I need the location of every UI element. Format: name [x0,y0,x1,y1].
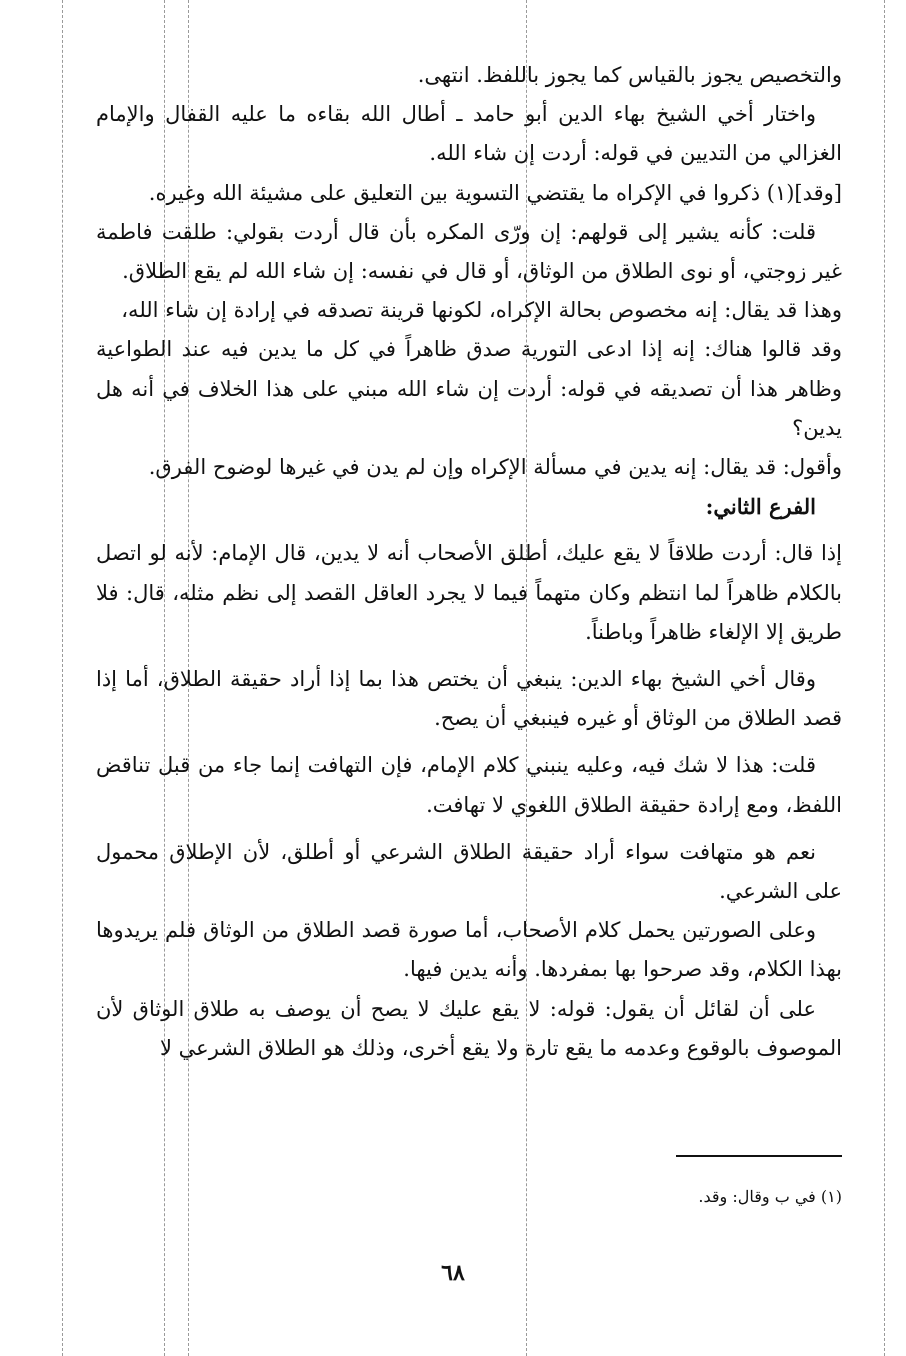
paragraph: وقال أخي الشيخ بهاء الدين: ينبغي أن يختص هذا بما إذا أراد حقيقة الطلاق، أما إذا قصد الطلاق من الوثاق أو غيره فينبغي أن يصح. [96,667,842,731]
paragraph: واختار أخي الشيخ بهاء الدين أبو حامد ـ أطال الله بقاءه ما عليه القفال والإمام الغزالي من التديين في قوله: أردت إن شاء الله. [96,102,842,166]
section-heading: الفرع الثاني: [705,494,816,520]
paragraph: [وقد](١) ذكروا في الإكراه ما يقتضي التسوية بين التعليق على مشيئة الله وغيره. [148,180,842,205]
scan-guide-line [884,0,885,1356]
paragraph: قلت: هذا لا شك فيه، وعليه ينبني كلام الإمام، فإن التهافت إنما جاء من قبل تناقض اللفظ، ومع إرادة حقيقة الطلاق اللغوي لا تهافت. [96,753,842,817]
paragraph: وأقول: قد يقال: إنه يدين في مسألة الإكراه وإن لم يدن في غيرها لوضوح الفرق. [148,455,842,480]
paragraph: على أن لقائل أن يقول: قوله: لا يقع عليك لا يصح أن يوصف به طلاق الوثاق لأن الموصوف بالوقوع وعدمه ما يقع تارة ولا يقع أخرى، وذلك هو الطلاق الشرعي لا [96,996,842,1060]
paragraph: قلت: كأنه يشير إلى قولهم: إن ورّى المكره بأن قال أردت بقولي: طلقت فاطمة غير زوجتي، أو نوى الطلاق من الوثاق، أو قال في نفسه: إن شاء الله لم يقع الطلاق. [96,219,842,284]
footnote-divider [676,1155,842,1157]
paragraph: وقد قالوا هناك: إنه إذا ادعى التورية صدق ظاهراً في كل ما يدين فيه عند الطواعية وظاهر هذا أن تصديقه في قوله: أردت إن شاء الله مبني على هذا الخلاف في أنه هل يدين؟ [96,337,842,440]
page-number: ٦٨ [441,1260,465,1286]
paragraph: والتخصيص يجوز بالقياس كما يجوز باللفظ. انتهى. [417,63,842,87]
paragraph: وعلى الصورتين يحمل كلام الأصحاب، أما صورة قصد الطلاق من الوثاق فلم يريدوها بهذا الكلام، وقد صرحوا بها بمفردها. وأنه يدين فيها. [96,918,842,982]
footnote: (١) في ب وقال: وقد. [698,1187,842,1206]
paragraph: نعم هو متهافت سواء أراد حقيقة الطلاق الشرعي أو أطلق، لأن الإطلاق محمول على الشرعي. [96,839,842,904]
body-text [96,56,842,1068]
scan-guide-line [62,0,63,1356]
paragraph: وهذا قد يقال: إنه مخصوص بحالة الإكراه، لكونها قرينة تصدقه في إرادة إن شاء الله، [121,298,842,323]
paragraph: إذا قال: أردت طلاقاً لا يقع عليك، أطلق الأصحاب أنه لا يدين، قال الإمام: لأنه لو اتصل بالكلام ظاهراً لما انتظم وكان متهماً فيما لا يجرد العاقل القصد إلى نظم مثله، قال: فلا طريق إلا الإلغاء ظاهراً وباطناً. [96,541,842,644]
